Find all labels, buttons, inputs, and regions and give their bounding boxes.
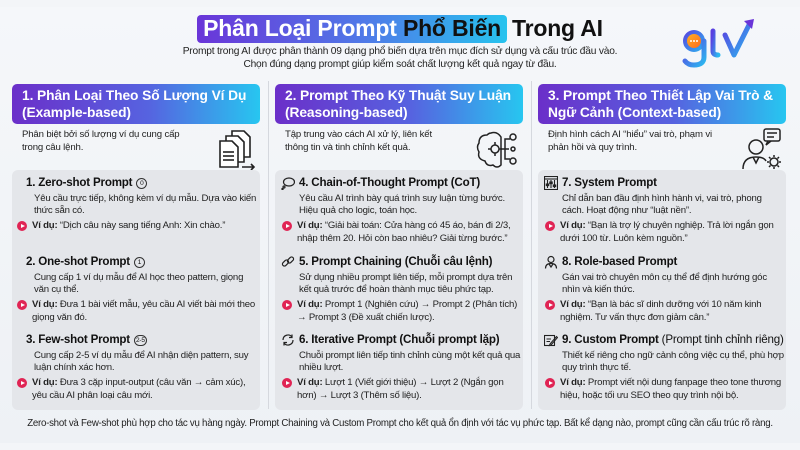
item-title: 3. Few-shot Prompt: [26, 333, 130, 346]
count-badge: 1: [134, 257, 145, 268]
column-description: Định hình cách AI “hiểu” vai trò, phạm vi phản hồi và quy trình.: [548, 129, 712, 153]
prompt-item-iterative: [275, 333, 523, 402]
play-bullet-icon: [282, 300, 292, 310]
item-title-suffix: (Prompt tinh chỉnh riêng): [661, 333, 784, 346]
prompt-item-chain-of-thought: [275, 176, 523, 245]
subtitle-line1: Prompt trong AI được phân thành 09 dạng phổ biến dựa trên mục đích sử dụng và cấu trúc đầu vào.: [182, 46, 618, 57]
item-example: Ví dụ: “Dịch câu này sang tiếng Anh: Xin chào.”: [14, 220, 260, 232]
column-heading: 2. Prompt Theo Kỹ Thuật Suy Luận (Reasoning-based): [275, 84, 523, 124]
column-card: [12, 170, 260, 410]
item-title: 6. Iterative Prompt (Chuỗi prompt lặp): [299, 333, 500, 346]
column-heading: 3. Prompt Theo Thiết Lập Vai Trò & Ngữ Cảnh (Context-based): [538, 84, 786, 124]
item-example: Ví dụ: “Giải bài toán: Cửa hàng có 45 áo, bán đi 2/3, nhập thêm 20. Hỏi còn bao nhiêu? Giải từng bước.”: [279, 220, 523, 244]
link-icon: [281, 255, 295, 269]
item-description: Chỉ dẫn ban đầu định hình hành vi, vai trò, phong cách. Hoạt động như “luật nền”.: [562, 193, 762, 217]
title-part1: Phân Loại Prompt: [203, 15, 397, 41]
play-bullet-icon: [545, 221, 555, 231]
item-description: Yêu cầu AI trình bày quá trình suy luận từng bước. Hiệu quả cho logic, toán học.: [299, 193, 505, 217]
column-description: Phân biệt bởi số lượng ví dụ cung cấp trong câu lệnh.: [22, 129, 180, 153]
gtv-logo-icon: [680, 17, 758, 69]
column-example-based: [9, 77, 265, 413]
column-divider: [268, 81, 269, 409]
play-bullet-icon: [282, 378, 292, 388]
play-bullet-icon: [17, 221, 27, 231]
header: [0, 7, 800, 77]
item-description: Thiết kế riêng cho ngữ cảnh công việc cụ thể, phù hợp quy trình thực tế.: [562, 350, 784, 374]
item-example: Ví dụ: Prompt viết nội dung fanpage theo tone thương hiệu, hoặc tối ưu SEO theo quy trình nội bộ.: [542, 377, 786, 401]
prompt-item-system: [538, 176, 786, 245]
item-example: Ví dụ: Đưa 3 cặp input-output (câu văn → cảm xúc), yêu cầu AI phân loại câu mới.: [14, 377, 260, 401]
column-divider: [531, 81, 532, 409]
item-title: 1. Zero-shot Prompt: [26, 176, 133, 189]
play-bullet-icon: [545, 378, 555, 388]
play-bullet-icon: [17, 378, 27, 388]
item-title: 4. Chain-of-Thought Prompt (CoT): [299, 176, 480, 189]
prompt-item-custom: [538, 333, 786, 402]
column-card: [538, 170, 786, 410]
subtitle-line2: Chọn đúng dạng prompt giúp kiểm soát chất lượng kết quả ngay từ đầu.: [243, 58, 557, 70]
column-context-based: [535, 77, 791, 413]
column-card: [275, 170, 523, 410]
person-chat-gear-icon: [738, 127, 784, 171]
item-example: Ví dụ: Prompt 1 (Nghiên cứu) → Prompt 2 (Phân tích) → Prompt 3 (Đề xuất chiến lược).: [279, 299, 523, 323]
item-example: Ví dụ: “Bạn là bác sĩ dinh dưỡng với 10 năm kinh nghiệm. Tư vấn thực đơn giảm cân.”: [542, 299, 786, 323]
item-title: 9. Custom Prompt: [562, 333, 659, 346]
infographic: [0, 7, 800, 443]
item-title: 2. One-shot Prompt: [26, 255, 130, 268]
thought-bubble-icon: [281, 176, 295, 190]
prompt-item-few-shot: [12, 333, 260, 402]
edit-icon: [544, 333, 558, 347]
item-example: Ví dụ: Đưa 1 bài viết mẫu, yêu cầu AI viết bài mới theo giọng văn đó.: [14, 299, 260, 323]
title-part3: Trong AI: [512, 15, 603, 41]
prompt-item-role-based: [538, 255, 786, 324]
item-title: 8. Role-based Prompt: [562, 255, 678, 268]
play-bullet-icon: [17, 300, 27, 310]
item-description: Yêu cầu trực tiếp, không kèm ví dụ mẫu. Dựa vào kiến thức sẵn có.: [34, 193, 257, 217]
columns: [9, 77, 791, 413]
column-description: Tập trung vào cách AI xử lý, liên kết thông tin và tinh chỉnh kết quả.: [285, 129, 432, 153]
footer-summary: Zero-shot và Few-shot phù hợp cho tác vụ hàng ngày. Prompt Chaining và Custom Prompt cho kết quả ổn định với tác vụ phức tạp. Bất kể dạng nào, prompt cũng cần cấu trúc rõ ràng.: [27, 418, 773, 429]
count-badge: 2-5: [135, 336, 145, 344]
item-title: 7. System Prompt: [562, 176, 657, 189]
item-description: Chuỗi prompt liên tiếp tinh chỉnh cùng một kết quả qua nhiều lượt.: [299, 350, 521, 374]
prompt-item-zero-shot: [12, 176, 260, 233]
item-example: Ví dụ: “Bạn là trợ lý chuyên nghiệp. Trả lời ngắn gọn dưới 100 từ. Luôn kèm nguồn.”: [542, 220, 786, 244]
item-example: Ví dụ: Lượt 1 (Viết giới thiệu) → Lượt 2 (Ngắn gọn hơn) → Lượt 3 (Thêm số liệu).: [279, 377, 523, 401]
title-highlight: [197, 15, 507, 43]
prompt-item-one-shot: [12, 255, 260, 324]
title-part2: Phổ Biến: [402, 15, 502, 41]
play-bullet-icon: [545, 300, 555, 310]
column-heading: 1. Phân Loại Theo Số Lượng Ví Dụ (Example-based): [12, 84, 260, 124]
brain-gears-icon: [475, 127, 521, 171]
count-badge: 0: [136, 178, 147, 189]
item-description: Gán vai trò chuyên môn cụ thể để định hướng góc nhìn và kiến thức.: [562, 272, 767, 296]
documents-icon: [212, 127, 258, 171]
subtitle: [150, 46, 650, 71]
item-description: Cung cấp 2-5 ví dụ mẫu để AI nhận diện pattern, suy luận chính xác hơn.: [34, 350, 249, 374]
prompt-item-prompt-chaining: [275, 255, 523, 324]
refresh-icon: [281, 333, 295, 347]
item-title: 5. Prompt Chaining (Chuỗi câu lệnh): [299, 255, 493, 268]
item-description: Cung cấp 1 ví dụ mẫu để AI học theo pattern, giọng văn cụ thể.: [34, 272, 244, 296]
sliders-icon: [544, 176, 558, 190]
item-description: Sử dụng nhiều prompt liên tiếp, mỗi prompt dựa trên kết quả trước để hoàn thành mục tiêu phức tạp.: [299, 272, 513, 296]
user-role-icon: [544, 255, 558, 269]
column-reasoning-based: [272, 77, 528, 413]
play-bullet-icon: [282, 221, 292, 231]
